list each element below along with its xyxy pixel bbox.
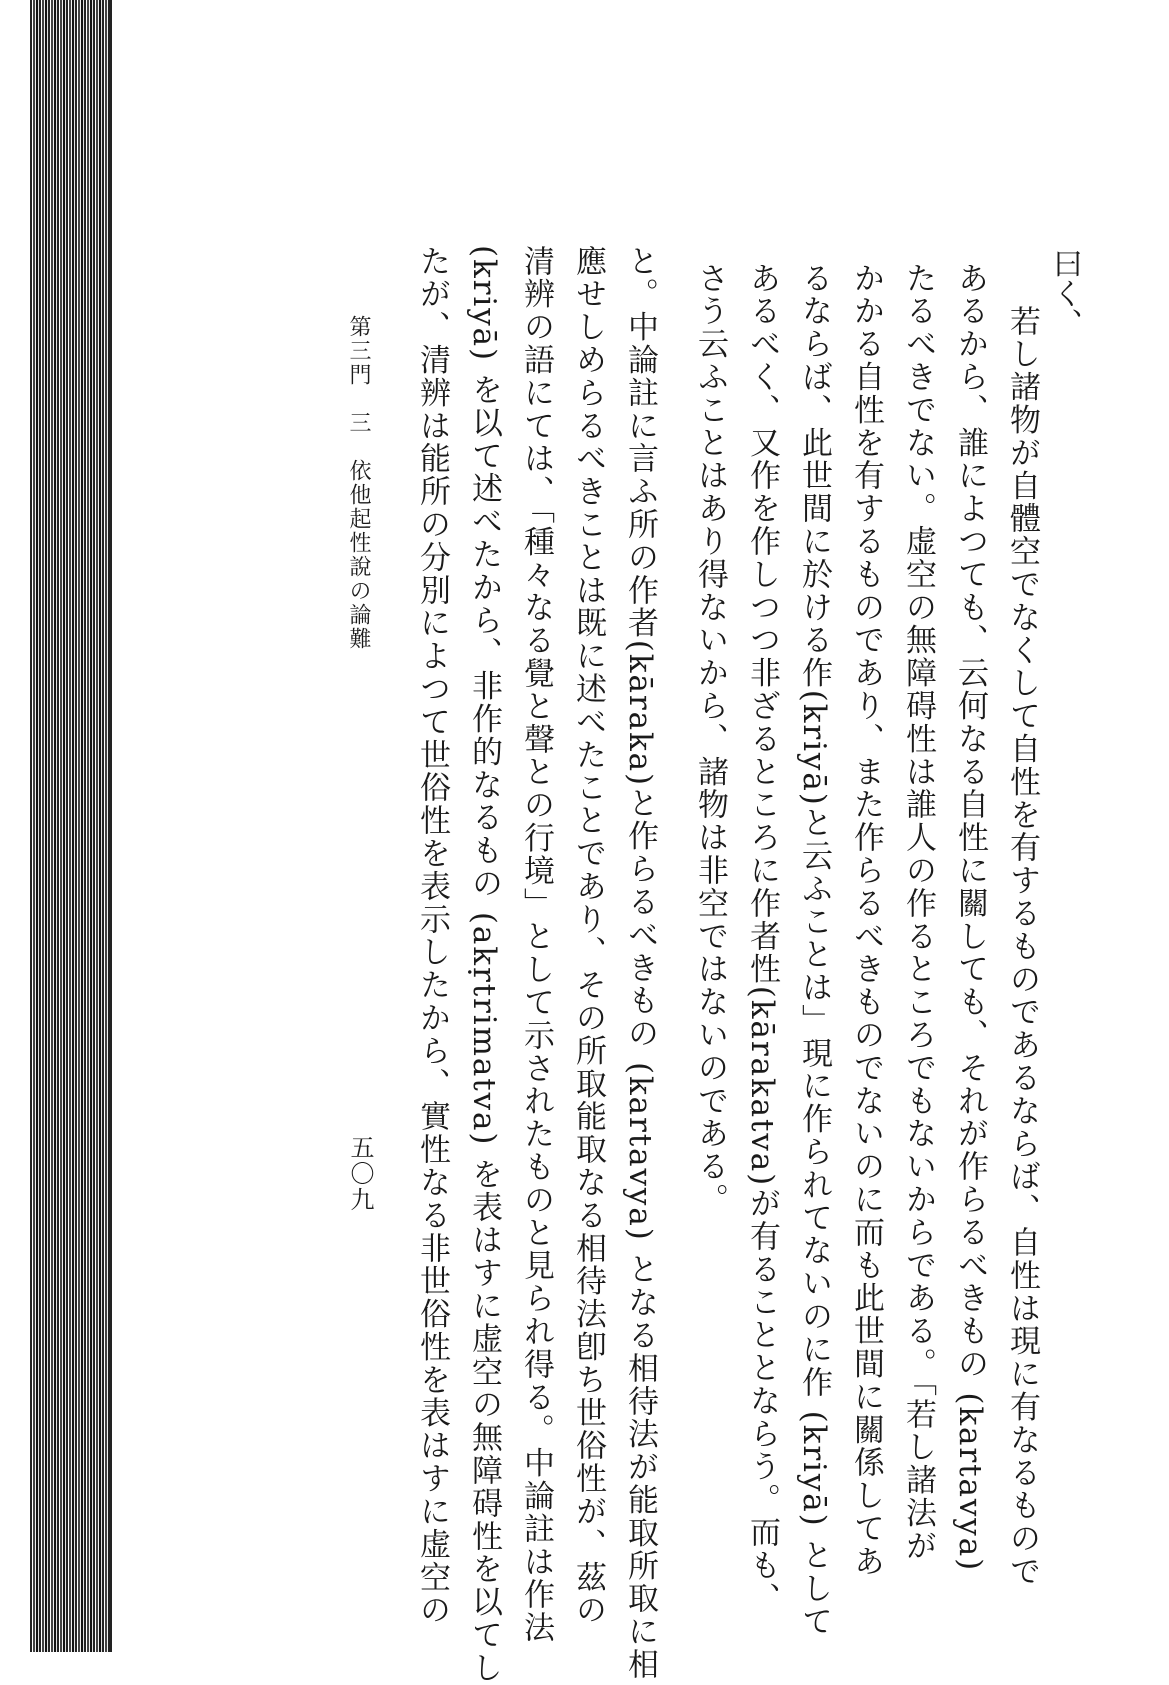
text-line-10: 清辨の語にては、「種々なる覺と聲との行境」として示されたものと見られ得る。中論註は作法 xyxy=(518,245,554,1645)
book-binding-edge xyxy=(108,0,112,1652)
text-line-4: かかる自性を有するものであり、また作らるべきものでないのに而も此世間に關係してあ xyxy=(848,262,884,1578)
text-line-7: さう云ふことはあり得ないから、諸物は非空ではないのである。 xyxy=(692,262,728,1217)
text-line-11: (kriyā) を以て述べたから、非作的なるもの (akṛtrimatva) を表はすに虚空の無障碍性を以てし xyxy=(466,245,502,1685)
text-line-6: あるべく、又作を作しつつ非ざるところに作者性(kārakatva)が有ることとならう。而も、 xyxy=(744,262,780,1615)
text-line-2: あるから、誰によつても、云何なる自性に關しても、それが作らるべきもの (kartavya) xyxy=(952,262,988,1573)
text-line-3: たるべきでない。虚空の無障碍性は誰人の作るところでもないからである。「若し諸法が xyxy=(900,262,936,1563)
page-number: 五〇九 xyxy=(346,1135,374,1213)
text-line-5: るならば、此世間に於ける作(kriyā)と云ふことは」現に作られてないのに作 (kriyā) として xyxy=(796,262,832,1639)
opening-line: 曰く、 xyxy=(1047,248,1082,338)
text-line-9: 應せしめらるべきことは既に述べたことであり、その所取能取なる相待法卽ち世俗性が、茲の xyxy=(570,245,606,1627)
text-line-1: 若し諸物が自體空でなくして自性を有するものであるならば、自性は現に有なるもので xyxy=(1004,305,1040,1589)
text-line-8: と。中論註に言ふ所の作者(kāraka)と作らるべきもの (kartavya) となる相待法が能取所取に相 xyxy=(622,245,658,1682)
running-head: 第三門 三 依他起性說の論難 xyxy=(346,315,371,651)
text-line-12: たが、清辨は能所の分別によつて世俗性を表示したから、實性なる非世俗性を表はすに虚空の xyxy=(414,245,450,1627)
book-binding-shadow xyxy=(30,0,110,1652)
